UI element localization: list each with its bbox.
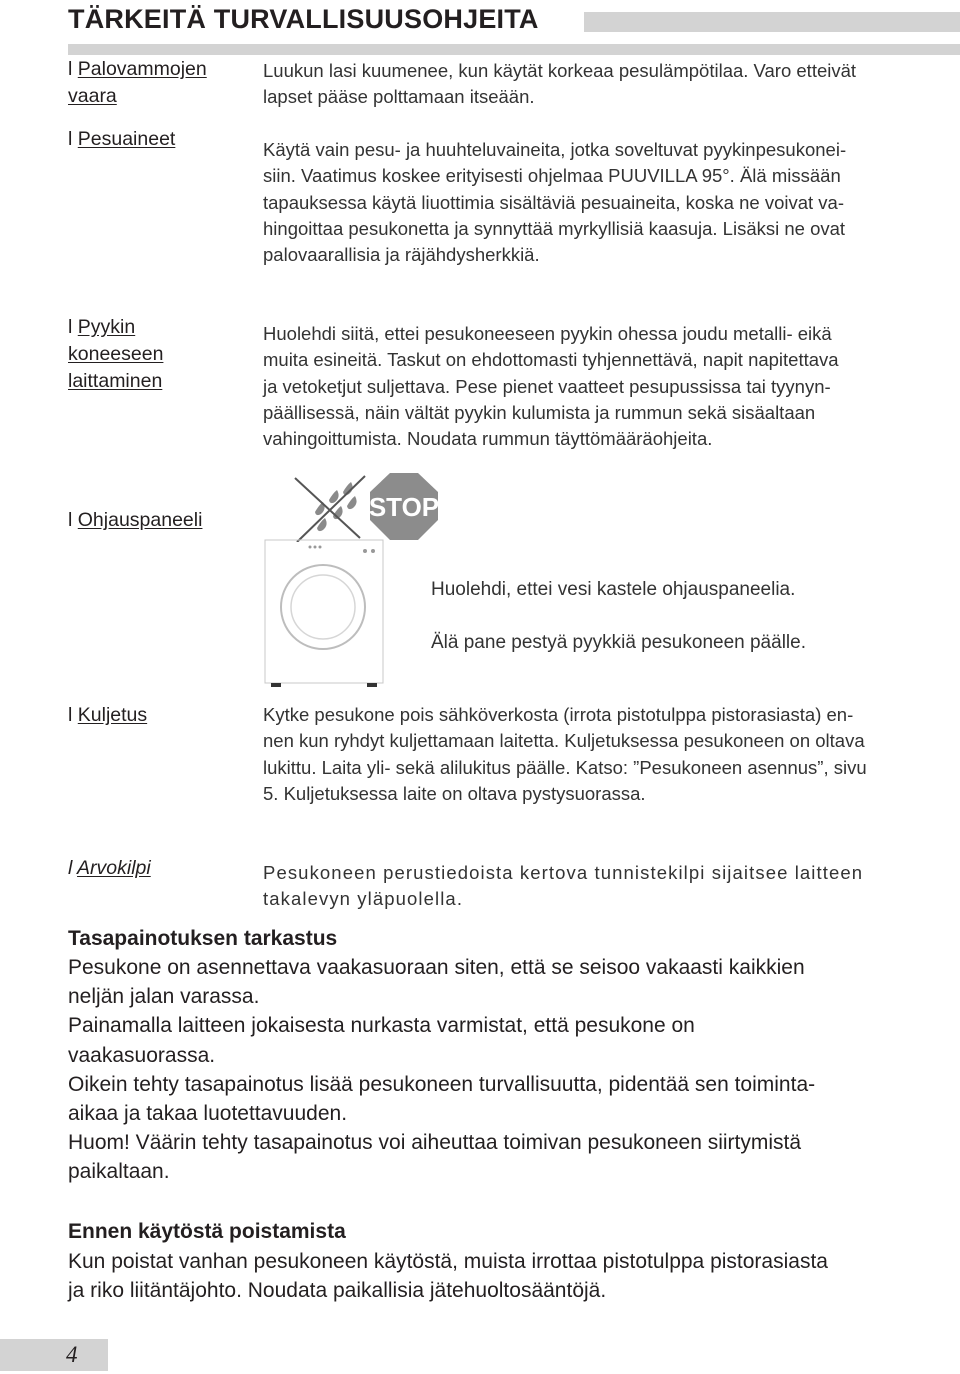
section-text-loading [263, 321, 960, 452]
machine-foot [367, 683, 377, 687]
bullet-marker: l [68, 58, 73, 80]
label-line: laittaminen [68, 370, 163, 392]
text-line: aikaa ja takaa luotettavuuden. [68, 1102, 348, 1126]
section-text-burns [263, 58, 960, 111]
text-line: Käytä vain pesu- ja huuhteluvaineita, jotka soveltuvat pyykinpesukonei- [263, 139, 847, 160]
decommission-heading: Ennen käytöstä poistamista [68, 1220, 346, 1243]
text-line: lapset pääse polttamaan itseään. [263, 86, 535, 108]
bullet-marker: l [68, 509, 73, 531]
door-ring [281, 565, 365, 649]
section-label-transport [68, 702, 147, 729]
text-line: neljän jalan varassa. [68, 985, 260, 1009]
text-line: Oikein tehty tasapainotus lisää pesukoneen turvallisuutta, pidentää sen toiminta- [68, 1072, 816, 1096]
text-line: vaakasuorassa. [68, 1043, 216, 1067]
label-line: Pyykin [77, 316, 136, 338]
text-line: Pesukoneen perustiedoista kertova tunnistekilpi sijaitsee laitteen [263, 862, 864, 883]
section-text-detergents [263, 137, 960, 268]
header-rule [68, 44, 960, 55]
bullet-marker: l [68, 704, 73, 726]
label-line: Ohjauspaneeli [77, 509, 203, 531]
text-line: takalevyn yläpuolella. [263, 888, 464, 910]
bullet-marker: l [68, 128, 73, 150]
text-line: hingoittaa pesukonetta ja synnyttää myrkyllisiä kaasuja. Lisäksi ne ovat [263, 217, 846, 239]
text-line: ja riko liitäntäjohto. Noudata paikallisia jätehuoltosääntöjä. [68, 1279, 607, 1303]
label-line: Palovammojen [77, 58, 207, 80]
text-line: Huom! Väärin tehty tasapainotus voi aiheuttaa toimivan pesukoneen siirtymistä [68, 1131, 802, 1155]
section-label-rating-plate [68, 855, 151, 882]
label-line: Arvokilpi [77, 857, 151, 879]
section-label-burns [68, 56, 207, 110]
section-label-detergents [68, 126, 175, 153]
label-line: koneeseen [68, 343, 164, 365]
text-line: Kun poistat vanhan pesukoneen käytöstä, muista irrottaa pistotulppa pistorasiasta [68, 1250, 828, 1273]
text-line: muita esineitä. Taskut on ehdottomasti tyhjennettävä, napit napitettava [263, 349, 839, 371]
bullet-marker: l [68, 857, 73, 879]
machine-foot [271, 683, 281, 687]
door-glass [291, 575, 355, 639]
bullet-marker: l [68, 316, 73, 338]
label-line: vaara [68, 85, 117, 107]
section-text-transport [263, 702, 960, 807]
page-number-box [0, 1339, 108, 1371]
text-line: lukittu. Laita yli- sekä alilukitus päälle. Katso: ”Pesukoneen asennus”, sivu [263, 756, 867, 778]
section-text-rating-plate [263, 860, 960, 913]
decommission-text [68, 1247, 960, 1305]
page-number: 4 [66, 1342, 78, 1367]
text-line: siin. Vaatimus koskee erityisesti ohjelmaa PUUVILLA 95°. Älä missään [263, 165, 841, 187]
text-line: paikaltaan. [68, 1160, 170, 1184]
text-line: Huolehdi siitä, ettei pesukoneeseen pyykin ohessa joudu metalli- eikä [263, 323, 832, 344]
control-panel-text-1: Huolehdi, ettei vesi kastele ohjauspaneelia. [431, 579, 796, 600]
title-bar-decoration [584, 12, 960, 32]
text-line: Kytke pesukone pois sähköverkosta (irrota pistotulppa pistorasiasta) en- [263, 704, 854, 725]
section-label-loading [68, 314, 163, 395]
label-line: Pesuaineet [77, 128, 176, 150]
text-line: nen kun ryhdyt kuljettamaan laitetta. Kuljetuksessa pesukoneen on oltava [263, 730, 865, 752]
stop-sign-text: STOP [368, 492, 440, 522]
balance-text [68, 953, 960, 1187]
text-line: Luukun lasi kuumenee, kun käytät korkeaa pesulämpötilaa. Varo etteivät [263, 60, 857, 81]
balance-heading: Tasapainotuksen tarkastus [68, 927, 338, 950]
text-line: tapauksessa käytä liuottimia sisältäviä pesuaineita, koska ne voivat va- [263, 191, 844, 213]
text-line: palovaarallisia ja räjähdysherkkiä. [263, 244, 540, 266]
page-title: TÄRKEITÄ TURVALLISUUSOHJEITA [68, 4, 539, 34]
text-line: ja vetoketjut suljettava. Pese pienet vaatteet pesupussissa tai tyynyn- [263, 375, 831, 397]
text-line: päällisessä, näin vältät pyykin kulumista ja rummun sekä sisäaltaan [263, 401, 816, 423]
text-line: Painamalla laitteen jokaisesta nurkasta varmistat, että pesukone on [68, 1014, 695, 1038]
label-line: Kuljetus [77, 704, 148, 726]
section-label-control-panel [68, 507, 202, 534]
control-panel-text-2: Älä pane pestyä pyykkiä pesukoneen päälle. [431, 632, 806, 653]
text-line: vahingoittumista. Noudata rummun täyttömääräohjeita. [263, 428, 713, 450]
text-line: Pesukone on asennettava vaakasuoraan siten, että se seisoo vakaasti kaikkien [68, 956, 805, 979]
text-line: 5. Kuljetuksessa laite on oltava pystysuorassa. [263, 782, 646, 804]
washing-machine-illustration [255, 470, 455, 695]
